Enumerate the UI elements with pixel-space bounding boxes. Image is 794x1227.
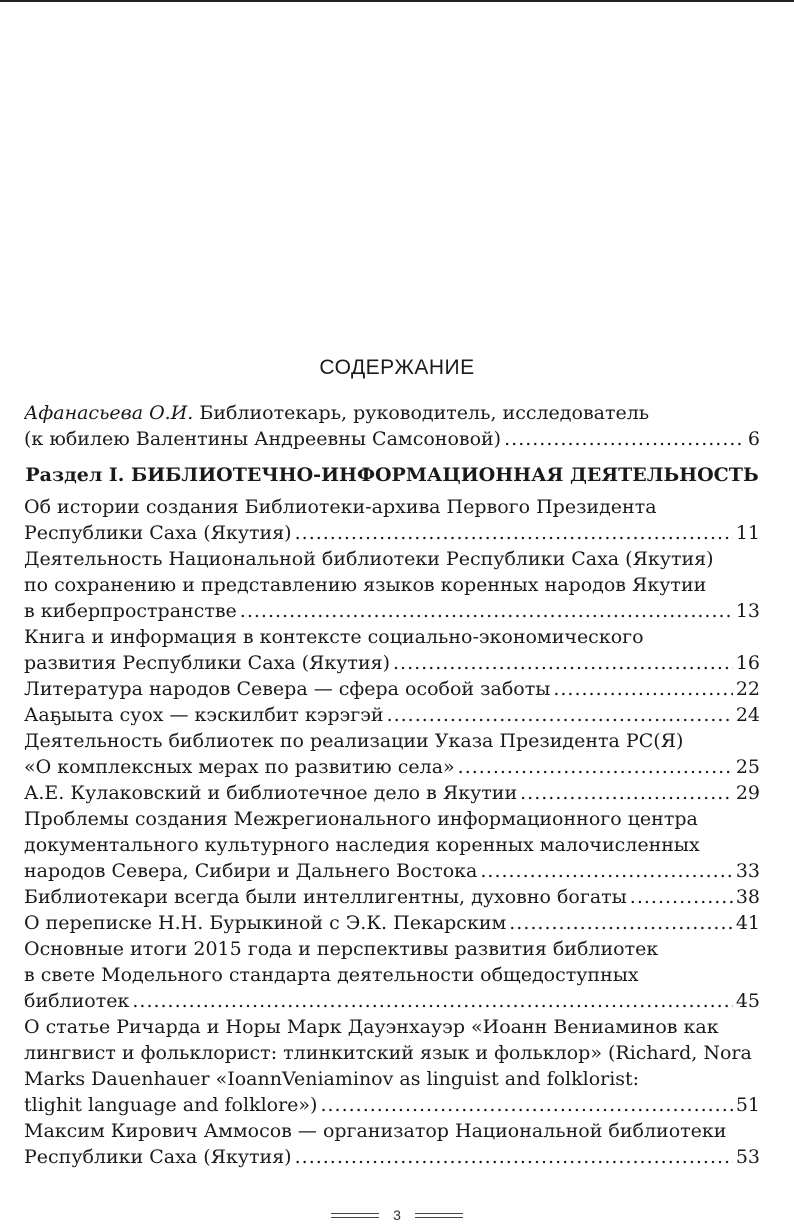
toc-entry-line: [24, 546, 760, 572]
dot-leader: [132, 988, 732, 1014]
toc-entry-line: [24, 884, 760, 910]
dot-leader: [458, 754, 733, 780]
toc-list: [24, 494, 760, 1170]
toc-entry-page: 29: [735, 782, 760, 804]
top-rule: [0, 0, 794, 2]
toc-entry-text: в киберпространстве: [24, 600, 237, 622]
toc-entry-text: документального культурного наследия коренных малочисленных: [24, 834, 700, 856]
footer-rule-left: [331, 1213, 379, 1218]
toc-entry-page: 38: [735, 886, 760, 908]
dot-leader: [504, 426, 745, 452]
toc-entry-text: развития Республики Саха (Якутия): [24, 652, 391, 674]
toc-entry-line: [24, 806, 760, 832]
toc-entry-text: Основные итоги 2015 года и перспективы развития библиотек: [24, 938, 659, 960]
toc-entry-page: 51: [735, 1094, 760, 1116]
toc-entry-text: Проблемы создания Межрегионального информационного центра: [24, 808, 698, 830]
page-footer: [0, 1207, 794, 1223]
toc-entry-line: [24, 494, 760, 520]
toc-entry-text: Максим Кирович Аммосов — организатор Национальной библиотеки: [24, 1120, 727, 1142]
toc-entry-page: 41: [735, 912, 760, 934]
toc-entry-line: [24, 858, 760, 884]
toc-entry-line: [24, 400, 760, 426]
toc-entry-text: лингвист и фольклорист: тлинкитский язык и фольклор» (Richard, Nora: [24, 1042, 752, 1064]
toc-entry-line: [24, 988, 760, 1014]
toc-entry-line: [24, 832, 760, 858]
toc-entry-text: Библиотекари всегда были интеллигентны, духовно богаты: [24, 886, 627, 908]
toc-entry-line: [24, 1066, 760, 1092]
toc-entry-text: «О комплексных мерах по развитию села»: [24, 756, 455, 778]
toc-entry-text: Республики Саха (Якутия): [24, 1146, 292, 1168]
toc-entry-text: tlighit language and folklore»): [24, 1094, 318, 1116]
toc-entry-text: (к юбилею Валентины Андреевны Самсоновой): [24, 428, 502, 450]
page-title: СОДЕРЖАНИЕ: [319, 356, 475, 379]
page-number: 3: [393, 1207, 401, 1223]
toc-entry-line: [24, 728, 760, 754]
toc-entry-line: [24, 754, 760, 780]
dot-leader: [553, 676, 732, 702]
toc-entry-line: [24, 676, 760, 702]
dot-leader: [509, 910, 733, 936]
table-of-contents: [24, 400, 760, 1170]
toc-entry-line: [24, 624, 760, 650]
toc-entry-page: 24: [735, 704, 760, 726]
toc-entry-text: в свете Модельного стандарта деятельности общедоступных: [24, 964, 639, 986]
dot-leader: [240, 598, 733, 624]
dot-leader: [393, 650, 733, 676]
toc-entry-text: Книга и информация в контексте социально-экономического: [24, 626, 644, 648]
toc-entry-line: [24, 572, 760, 598]
toc-entry-text: Республики Саха (Якутия): [24, 522, 292, 544]
toc-entry-line: [24, 936, 760, 962]
dot-leader: [480, 858, 732, 884]
dot-leader: [320, 1092, 732, 1118]
footer-rule-right: [415, 1213, 463, 1218]
toc-entry-text: Литература народов Севера — сфера особой заботы: [24, 678, 551, 700]
toc-entry-line: [24, 650, 760, 676]
toc-entry-page: 13: [735, 600, 760, 622]
toc-entry-page: 16: [735, 652, 760, 674]
toc-entry-text: Об истории создания Библиотеки-архива Первого Президента: [24, 496, 657, 518]
toc-entry-text: Marks Dauenhauer «IoannVeniaminov as linguist and folklorist:: [24, 1068, 640, 1090]
toc-entry-text: народов Севера, Сибири и Дальнего Востока: [24, 860, 478, 882]
toc-entry-line: [24, 910, 760, 936]
toc-entry-text: по сохранению и представлению языков коренных народов Якутии: [24, 574, 707, 596]
dot-leader: [387, 702, 733, 728]
toc-entry-line: [24, 1092, 760, 1118]
toc-entry-page: 25: [735, 756, 760, 778]
toc-entry-line: [24, 426, 760, 452]
toc-entry-line: [24, 780, 760, 806]
toc-entry-text: библиотек: [24, 990, 130, 1012]
dot-leader: [295, 520, 733, 546]
toc-entry-line: [24, 962, 760, 988]
toc-entry-line: [24, 702, 760, 728]
dot-leader: [520, 780, 733, 806]
toc-entry-text: Ааҕыыта суох — кэскилбит кэрэгэй: [24, 704, 384, 726]
toc-entry-line: [24, 1040, 760, 1066]
toc-entry-line: [24, 598, 760, 624]
dot-leader: [295, 1144, 733, 1170]
toc-entry-line: [24, 1118, 760, 1144]
toc-entry-line: [24, 520, 760, 546]
toc-entry-text: Деятельность библиотек по реализации Указа Президента РС(Я): [24, 730, 684, 752]
toc-entry-text: О статье Ричарда и Норы Марк Дауэнхауэр «Иоанн Вениаминов как: [24, 1016, 719, 1038]
toc-entry-text: Деятельность Национальной библиотеки Республики Саха (Якутия): [24, 548, 714, 570]
section-heading: Раздел I. БИБЛИОТЕЧНО-ИНФОРМАЦИОННАЯ ДЕЯТЕЛЬНОСТЬ: [25, 464, 759, 486]
toc-entry-page: 45: [735, 990, 760, 1012]
toc-entry-text: Библиотекарь, руководитель, исследователь: [199, 402, 650, 424]
toc-entry-page: 53: [735, 1146, 760, 1168]
toc-entry-author: Афанасьева О.И.: [24, 402, 194, 424]
toc-entry-text: А.Е. Кулаковский и библиотечное дело в Якутии: [24, 782, 518, 804]
dot-leader: [630, 884, 733, 910]
toc-entry-page: 22: [735, 678, 760, 700]
toc-entry-page: 6: [747, 428, 760, 450]
toc-entry-text: О переписке Н.Н. Бурыкиной с Э.К. Пекарским: [24, 912, 507, 934]
toc-entry-line: [24, 1014, 760, 1040]
toc-entry-page: 11: [735, 522, 760, 544]
toc-entry-line: [24, 1144, 760, 1170]
toc-entry-page: 33: [735, 860, 760, 882]
